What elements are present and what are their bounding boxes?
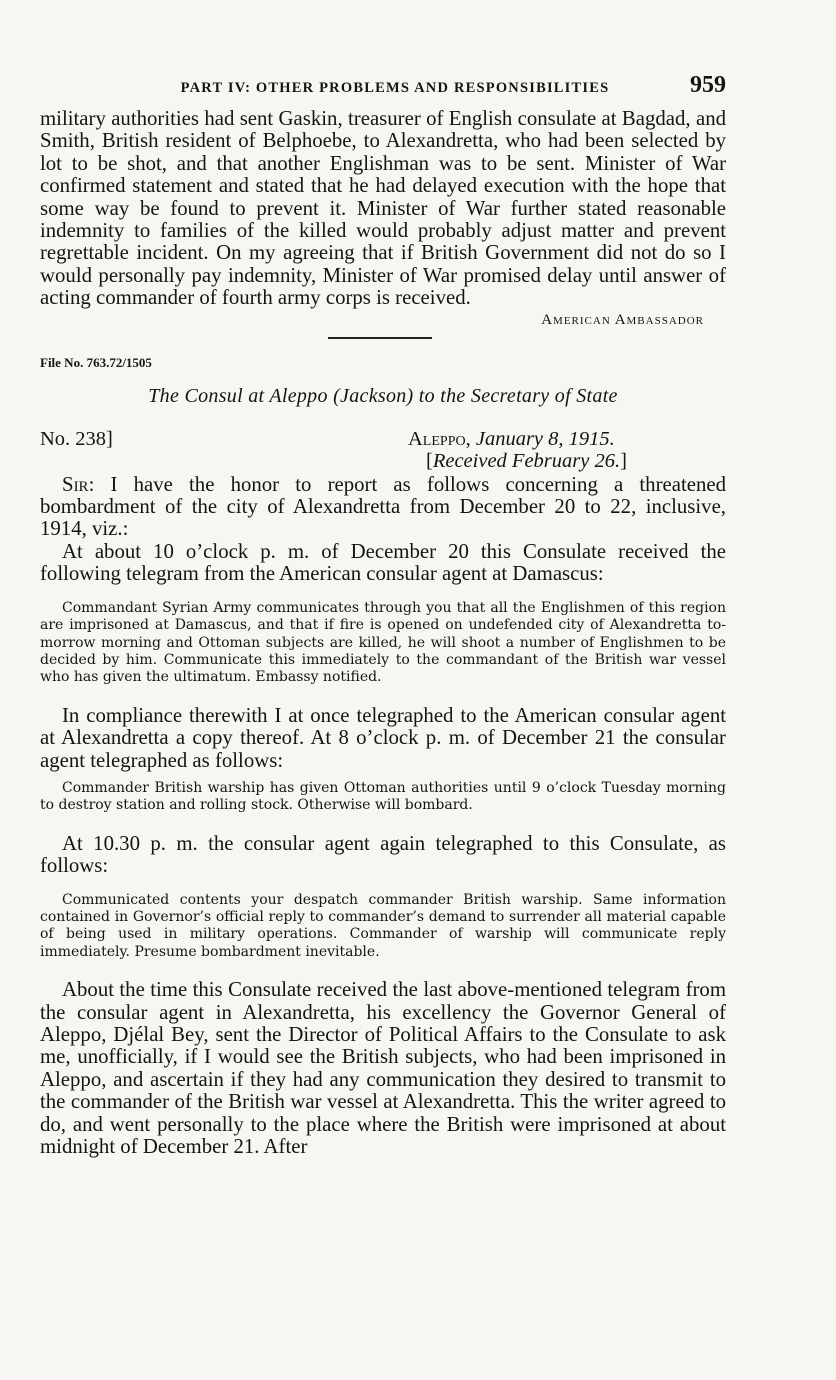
page-number: 959	[690, 72, 726, 98]
salutation: Sir	[62, 472, 89, 496]
running-title: PART IV: OTHER PROBLEMS AND RESPONSIBILITIES	[180, 80, 610, 96]
received-open-bracket: [	[426, 449, 433, 472]
document-title: The Consul at Aleppo (Jackson) to the Secretary of State	[148, 384, 618, 407]
letter-date: January 8, 1915.	[475, 427, 615, 450]
signature: American Ambassador	[541, 311, 704, 328]
dateline	[40, 428, 726, 474]
section-divider	[328, 337, 432, 339]
received-date: Received February 26.	[432, 449, 621, 472]
place-name: Aleppo,	[408, 427, 471, 450]
continuation-paragraph: military authorities had sent Gaskin, treasurer of English consulate at Bagdad, and Smith, British resident of Belphoebe, to Alexandretta, who had been selected by lot to be shot, and that another Englishman was to be sent. Minister of War confirmed statement and stated that he had delayed execution with the hope that some way be found to prevent it. Minister of War further stated reasonable indemnity to families of the killed would probably adjust matter and prevent regrettable incident. On my agreeing that if British Government did not do so I would personally pay indemnity, Minister of War promised delay until answer of acting commander of fourth army corps is received.	[40, 107, 726, 310]
paragraph-3: In compliance therewith I at once telegraphed to the American consular agent at Alexandretta a copy thereof. At 8 o’clock p. m. of December 21 the consular agent telegraphed as follows:	[40, 703, 726, 772]
paragraph-2: At about 10 o’clock p. m. of December 20 this Consulate received the following telegram from the American consular agent at Damascus:	[40, 539, 726, 586]
received-close-bracket: ]	[620, 449, 627, 472]
place-date	[408, 428, 615, 451]
paragraph-1	[40, 474, 726, 541]
paragraph-5: About the time this Consulate received the last above-mentioned telegram from the consular agent in Alexandretta, his excellency the Governor General of Aleppo, Djélal Bey, sent the Director of Political Affairs to the Consulate to ask me, unofficially, if I would see the British subjects, who had been imprisoned in Aleppo, and ascertain if they had any communication they desired to transmit to the commander of the British war vessel at Alexandretta. This the writer agreed to do, and went personally to the place where the British were imprisoned at about midnight of December 21. After	[40, 978, 726, 1159]
document-number: No. 238]	[40, 427, 113, 450]
paragraph-4: At 10.30 p. m. the consular agent again telegraphed to this Consulate, as follows:	[40, 831, 726, 878]
running-head	[40, 72, 726, 108]
received-note	[426, 450, 627, 473]
document-page	[40, 72, 726, 1158]
file-number: File No. 763.72/1505	[40, 354, 152, 370]
telegram-2: Commander British warship has given Ottoman authorities until 9 o’clock Tuesday morning to destroy station and rolling stock. Otherwise will bombard.	[40, 779, 726, 814]
paragraph-1-text: : I have the honor to report as follows concerning a threatened bombardment of the city of Alexandretta from December 20 to 22, inclusive, 1914, viz.:	[40, 472, 726, 541]
telegram-1: Commandant Syrian Army communicates through you that all the Englishmen of this region are imprisoned at Damascus, and that if fire is opened on undefended city of Alexandretta to-morrow morning and Ottoman subjects are killed, he will shoot a number of Englishmen to be decided by him. Communicate this immediately to the commandant of the British war vessel who has given the ultimatum. Embassy notified.	[40, 599, 726, 686]
telegram-3: Communicated contents your despatch commander British warship. Same information contained in Governor’s official reply to commander’s demand to surrender all material capable of being used in military operations. Commander of warship will communicate reply immediately. Presume bombardment inevitable.	[40, 891, 726, 960]
